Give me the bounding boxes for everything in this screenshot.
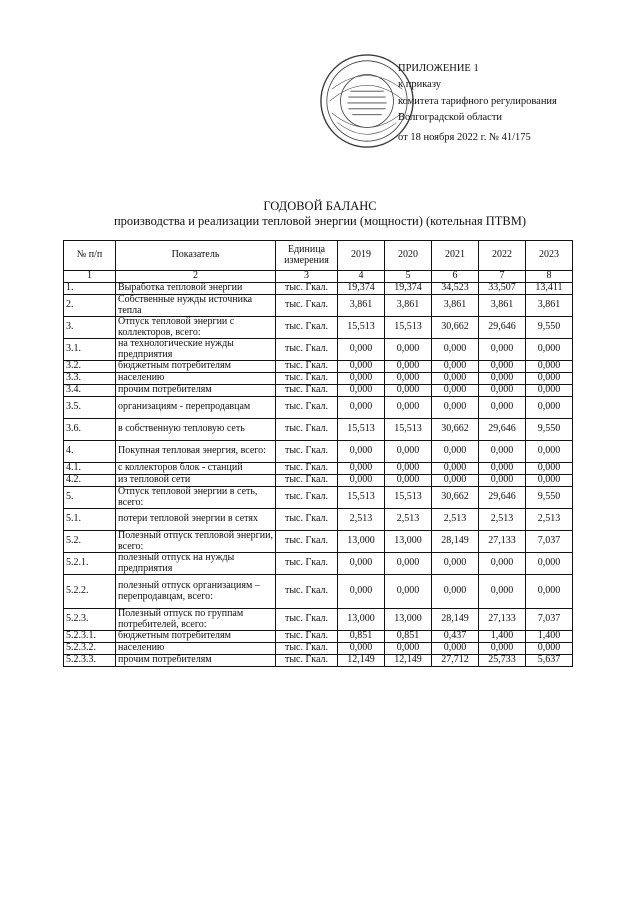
indicator-name: полезный отпуск организациям – перепродавцам, всего: xyxy=(116,575,276,609)
column-number: 8 xyxy=(526,271,573,283)
header-cell: 2023 xyxy=(526,241,573,271)
indicator-name: в собственную тепловую сеть xyxy=(116,419,276,441)
value-cell: 0,000 xyxy=(432,463,479,475)
value-cell: 0,000 xyxy=(526,475,573,487)
unit-cell: тыс. Гкал. xyxy=(276,553,338,575)
value-cell: 0,000 xyxy=(338,575,385,609)
unit-cell: тыс. Гкал. xyxy=(276,361,338,373)
row-number: 3.2. xyxy=(64,361,116,373)
table-row xyxy=(64,419,573,441)
indicator-name: полезный отпуск на нужды предприятия xyxy=(116,553,276,575)
value-cell: 0,000 xyxy=(526,643,573,655)
value-cell: 29,646 xyxy=(479,317,526,339)
row-number: 3.4. xyxy=(64,385,116,397)
header-cell: 2022 xyxy=(479,241,526,271)
table-row xyxy=(64,575,573,609)
indicator-name: бюджетным потребителям xyxy=(116,361,276,373)
row-number: 5.2.3.1. xyxy=(64,631,116,643)
value-cell: 1,400 xyxy=(526,631,573,643)
value-cell: 0,000 xyxy=(338,361,385,373)
unit-cell: тыс. Гкал. xyxy=(276,609,338,631)
value-cell: 0,000 xyxy=(338,475,385,487)
unit-cell: тыс. Гкал. xyxy=(276,643,338,655)
indicator-name: на технологические нужды предприятия xyxy=(116,339,276,361)
value-cell: 29,646 xyxy=(479,487,526,509)
row-number: 5.2. xyxy=(64,531,116,553)
unit-cell: тыс. Гкал. xyxy=(276,487,338,509)
value-cell: 1,400 xyxy=(479,631,526,643)
unit-cell: тыс. Гкал. xyxy=(276,317,338,339)
indicator-name: Покупная тепловая энергия, всего: xyxy=(116,441,276,463)
unit-cell: тыс. Гкал. xyxy=(276,441,338,463)
value-cell: 30,662 xyxy=(432,487,479,509)
value-cell: 19,374 xyxy=(385,283,432,295)
value-cell: 25,733 xyxy=(479,655,526,667)
value-cell: 2,513 xyxy=(432,509,479,531)
value-cell: 3,861 xyxy=(338,295,385,317)
table-row xyxy=(64,339,573,361)
value-cell: 0,000 xyxy=(385,463,432,475)
value-cell: 0,000 xyxy=(385,361,432,373)
row-number: 5.1. xyxy=(64,509,116,531)
table-row xyxy=(64,509,573,531)
value-cell: 0,000 xyxy=(479,441,526,463)
indicator-name: Отпуск тепловой энергии в сеть, всего: xyxy=(116,487,276,509)
table-row xyxy=(64,553,573,575)
value-cell: 27,712 xyxy=(432,655,479,667)
unit-cell: тыс. Гкал. xyxy=(276,283,338,295)
table-row xyxy=(64,487,573,509)
document-title: ГОДОВОЙ БАЛАНС xyxy=(263,199,377,213)
value-cell: 0,000 xyxy=(385,397,432,419)
indicator-name: Собственные нужды источника тепла xyxy=(116,295,276,317)
column-number: 6 xyxy=(432,271,479,283)
value-cell: 2,513 xyxy=(526,509,573,531)
value-cell: 33,507 xyxy=(479,283,526,295)
value-cell: 0,000 xyxy=(338,339,385,361)
balance-table xyxy=(63,240,573,667)
table-header-row xyxy=(64,241,573,271)
value-cell: 0,000 xyxy=(338,463,385,475)
column-number-row xyxy=(64,271,573,283)
appendix-order-ref: к приказу xyxy=(398,79,441,91)
value-cell: 28,149 xyxy=(432,531,479,553)
value-cell: 0,000 xyxy=(432,397,479,419)
value-cell: 0,000 xyxy=(479,339,526,361)
value-cell: 0,000 xyxy=(385,373,432,385)
table-row xyxy=(64,531,573,553)
appendix-block xyxy=(398,61,557,146)
value-cell: 0,000 xyxy=(526,397,573,419)
value-cell: 0,000 xyxy=(385,553,432,575)
value-cell: 3,861 xyxy=(385,295,432,317)
value-cell: 3,861 xyxy=(526,295,573,317)
row-number: 5. xyxy=(64,487,116,509)
value-cell: 3,861 xyxy=(479,295,526,317)
value-cell: 0,000 xyxy=(526,373,573,385)
appendix-date: от 18 ноября 2022 г. № 41/175 xyxy=(398,132,531,144)
row-number: 5.2.2. xyxy=(64,575,116,609)
value-cell: 13,000 xyxy=(385,531,432,553)
unit-cell: тыс. Гкал. xyxy=(276,397,338,419)
value-cell: 7,037 xyxy=(526,609,573,631)
value-cell: 12,149 xyxy=(385,655,432,667)
value-cell: 3,861 xyxy=(432,295,479,317)
value-cell: 0,851 xyxy=(385,631,432,643)
header-cell: № п/п xyxy=(64,241,116,271)
value-cell: 9,550 xyxy=(526,419,573,441)
value-cell: 29,646 xyxy=(479,419,526,441)
header-cell: 2021 xyxy=(432,241,479,271)
row-number: 3.1. xyxy=(64,339,116,361)
table-row xyxy=(64,283,573,295)
value-cell: 0,000 xyxy=(338,553,385,575)
unit-cell: тыс. Гкал. xyxy=(276,655,338,667)
unit-cell: тыс. Гкал. xyxy=(276,631,338,643)
value-cell: 0,000 xyxy=(526,575,573,609)
table-row xyxy=(64,475,573,487)
indicator-name: Выработка тепловой энергии xyxy=(116,283,276,295)
table-row xyxy=(64,397,573,419)
row-number: 5.2.3. xyxy=(64,609,116,631)
value-cell: 0,000 xyxy=(385,643,432,655)
row-number: 4.1. xyxy=(64,463,116,475)
value-cell: 13,000 xyxy=(338,531,385,553)
table-row xyxy=(64,463,573,475)
value-cell: 0,000 xyxy=(385,441,432,463)
column-number: 7 xyxy=(479,271,526,283)
value-cell: 0,000 xyxy=(432,385,479,397)
indicator-name: населению xyxy=(116,643,276,655)
indicator-name: организациям - перепродавцам xyxy=(116,397,276,419)
table-row xyxy=(64,441,573,463)
value-cell: 2,513 xyxy=(479,509,526,531)
value-cell: 0,000 xyxy=(338,397,385,419)
value-cell: 7,037 xyxy=(526,531,573,553)
indicator-name: Полезный отпуск тепловой энергии, всего: xyxy=(116,531,276,553)
value-cell: 12,149 xyxy=(338,655,385,667)
value-cell: 0,000 xyxy=(526,361,573,373)
value-cell: 0,000 xyxy=(479,361,526,373)
appendix-authority: комитета тарифного регулирования xyxy=(398,95,557,107)
row-number: 5.2.3.2. xyxy=(64,643,116,655)
value-cell: 15,513 xyxy=(385,419,432,441)
appendix-region: Волгоградской области xyxy=(398,111,503,123)
value-cell: 0,000 xyxy=(526,553,573,575)
value-cell: 0,000 xyxy=(526,463,573,475)
value-cell: 0,000 xyxy=(479,397,526,419)
column-number: 4 xyxy=(338,271,385,283)
value-cell: 0,000 xyxy=(479,475,526,487)
value-cell: 27,133 xyxy=(479,609,526,631)
indicator-name: потери тепловой энергии в сетях xyxy=(116,509,276,531)
table-row xyxy=(64,361,573,373)
indicator-name: прочим потребителям xyxy=(116,655,276,667)
row-number: 5.2.1. xyxy=(64,553,116,575)
header-cell: Показатель xyxy=(116,241,276,271)
value-cell: 5,637 xyxy=(526,655,573,667)
row-number: 4. xyxy=(64,441,116,463)
unit-cell: тыс. Гкал. xyxy=(276,373,338,385)
unit-cell: тыс. Гкал. xyxy=(276,575,338,609)
value-cell: 0,000 xyxy=(338,441,385,463)
value-cell: 0,000 xyxy=(385,339,432,361)
value-cell: 0,851 xyxy=(338,631,385,643)
value-cell: 0,000 xyxy=(479,385,526,397)
value-cell: 0,000 xyxy=(432,373,479,385)
row-number: 3.3. xyxy=(64,373,116,385)
value-cell: 0,000 xyxy=(479,373,526,385)
row-number: 5.2.3.3. xyxy=(64,655,116,667)
table-row xyxy=(64,373,573,385)
table-row xyxy=(64,295,573,317)
indicator-name: населению xyxy=(116,373,276,385)
unit-cell: тыс. Гкал. xyxy=(276,463,338,475)
column-number: 2 xyxy=(116,271,276,283)
row-number: 1. xyxy=(64,283,116,295)
value-cell: 0,000 xyxy=(432,441,479,463)
value-cell: 30,662 xyxy=(432,419,479,441)
column-number: 5 xyxy=(385,271,432,283)
value-cell: 0,000 xyxy=(385,385,432,397)
unit-cell: тыс. Гкал. xyxy=(276,295,338,317)
value-cell: 19,374 xyxy=(338,283,385,295)
indicator-name: бюджетным потребителям xyxy=(116,631,276,643)
header-cell: Единица измерения xyxy=(276,241,338,271)
header-cell: 2019 xyxy=(338,241,385,271)
value-cell: 0,437 xyxy=(432,631,479,643)
indicator-name: с коллекторов блок - станций xyxy=(116,463,276,475)
table-row xyxy=(64,643,573,655)
value-cell: 15,513 xyxy=(338,419,385,441)
value-cell: 2,513 xyxy=(338,509,385,531)
unit-cell: тыс. Гкал. xyxy=(276,475,338,487)
table-row xyxy=(64,385,573,397)
value-cell: 28,149 xyxy=(432,609,479,631)
unit-cell: тыс. Гкал. xyxy=(276,531,338,553)
value-cell: 34,523 xyxy=(432,283,479,295)
row-number: 3.5. xyxy=(64,397,116,419)
value-cell: 30,662 xyxy=(432,317,479,339)
unit-cell: тыс. Гкал. xyxy=(276,385,338,397)
table-row xyxy=(64,317,573,339)
value-cell: 15,513 xyxy=(338,487,385,509)
indicator-name: прочим потребителям xyxy=(116,385,276,397)
value-cell: 0,000 xyxy=(526,385,573,397)
value-cell: 13,411 xyxy=(526,283,573,295)
appendix-label: ПРИЛОЖЕНИЕ 1 xyxy=(398,63,479,74)
row-number: 3. xyxy=(64,317,116,339)
value-cell: 0,000 xyxy=(479,553,526,575)
value-cell: 0,000 xyxy=(432,575,479,609)
row-number: 2. xyxy=(64,295,116,317)
value-cell: 0,000 xyxy=(432,553,479,575)
value-cell: 0,000 xyxy=(479,463,526,475)
value-cell: 0,000 xyxy=(432,643,479,655)
unit-cell: тыс. Гкал. xyxy=(276,509,338,531)
value-cell: 13,000 xyxy=(385,609,432,631)
value-cell: 15,513 xyxy=(385,317,432,339)
value-cell: 9,550 xyxy=(526,317,573,339)
value-cell: 0,000 xyxy=(432,475,479,487)
indicator-name: Отпуск тепловой энергии с коллекторов, всего: xyxy=(116,317,276,339)
value-cell: 15,513 xyxy=(385,487,432,509)
unit-cell: тыс. Гкал. xyxy=(276,339,338,361)
value-cell: 0,000 xyxy=(432,339,479,361)
value-cell: 2,513 xyxy=(385,509,432,531)
value-cell: 9,550 xyxy=(526,487,573,509)
value-cell: 0,000 xyxy=(385,575,432,609)
table-row xyxy=(64,631,573,643)
value-cell: 0,000 xyxy=(338,373,385,385)
unit-cell: тыс. Гкал. xyxy=(276,419,338,441)
column-number: 3 xyxy=(276,271,338,283)
value-cell: 0,000 xyxy=(526,441,573,463)
column-number: 1 xyxy=(64,271,116,283)
value-cell: 0,000 xyxy=(479,575,526,609)
document-subtitle: производства и реализации тепловой энергии (мощности) (котельная ПТВМ) xyxy=(113,214,527,228)
header-cell: 2020 xyxy=(385,241,432,271)
value-cell: 0,000 xyxy=(385,475,432,487)
indicator-name: Полезный отпуск по группам потребителей, всего: xyxy=(116,609,276,631)
indicator-name: из тепловой сети xyxy=(116,475,276,487)
value-cell: 0,000 xyxy=(338,643,385,655)
table-row xyxy=(64,609,573,631)
table-row xyxy=(64,655,573,667)
value-cell: 13,000 xyxy=(338,609,385,631)
value-cell: 0,000 xyxy=(338,385,385,397)
value-cell: 0,000 xyxy=(432,361,479,373)
value-cell: 0,000 xyxy=(479,643,526,655)
value-cell: 27,133 xyxy=(479,531,526,553)
value-cell: 0,000 xyxy=(526,339,573,361)
row-number: 3.6. xyxy=(64,419,116,441)
value-cell: 15,513 xyxy=(338,317,385,339)
row-number: 4.2. xyxy=(64,475,116,487)
